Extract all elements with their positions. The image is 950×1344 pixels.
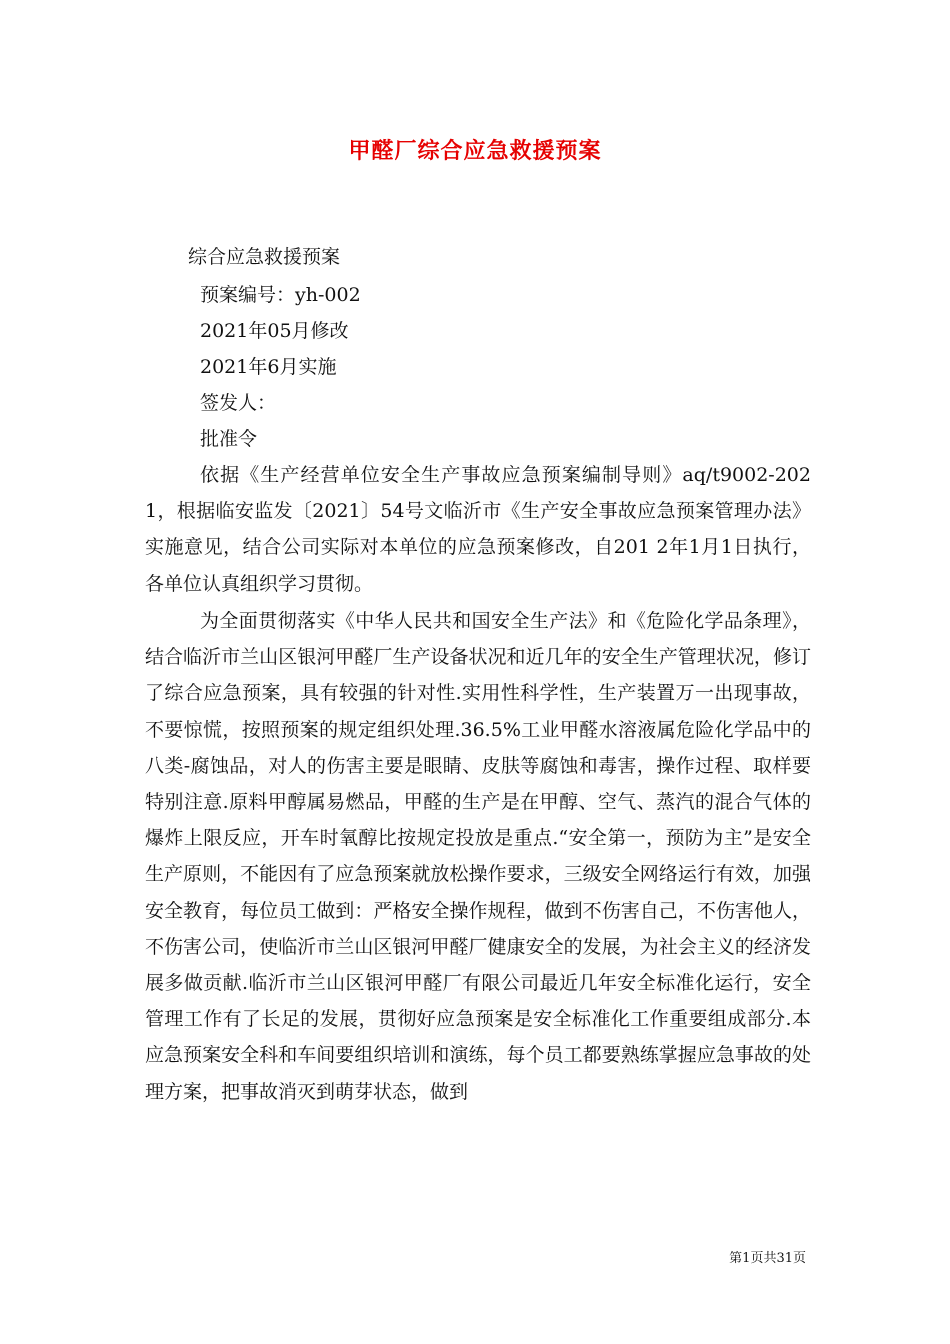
plan-name-line: 综合应急救援预案 [188, 246, 341, 268]
body-paragraph-2: 为全面贯彻落实《中华人民共和国安全生产法》和《危险化学品条理》，结合临沂市兰山区银河甲醛厂生产设备状况和近几年的安全生产管理状况，修订了综合应急预案，具有较强的针对性.实用性科学性，生产装置万一出现事故，不要惊慌，按照预案的规定组织处理.36.5%工业甲醛水溶液属危险化学品中的八类-腐蚀品，对人的伤害主要是眼睛、皮肤等腐蚀和毒害，操作过程、取样要特别注意.原料甲醇属易燃品，甲醛的生产是在甲醇、空气、蒸汽的混合气体的爆炸上限反应，开车时氧醇比按规定投放是重点.“安全第一，预防为主”是安全生产原则，不能因有了应急预案就放松操作要求，三级安全网络运行有效，加强安全教育，每位员工做到：严格安全操作规程，做到不伤害自己，不伤害他人，不伤害公司，使临沂市兰山区银河甲醛厂健康安全的发展，为社会主义的经济发展多做贡献.临沂市兰山区银河甲醛厂有限公司最近几年安全标准化运行，安全管理工作有了长足的发展，贯彻好应急预案是安全标准化工作重要组成部分.本应急预案安全科和车间要组织培训和演练，每个员工都要熟练掌握应急事故的处理方案，把事故消灭到萌芽状态，做到 [145, 610, 811, 1103]
plan-number-line: 预案编号：yh-002 [200, 284, 361, 306]
implementation-date-line: 2021年6月实施 [200, 356, 337, 378]
body-paragraph-1: 依据《生产经营单位安全生产事故应急预案编制导则》aq/t9002-2021，根据临安监发〔2021〕54号文临沂市《生产安全事故应急预案管理办法》实施意见，结合公司实际对本单位的应急预案修改，自201 2年1月1日执行，各单位认真组织学习贯彻。 [145, 464, 811, 595]
document-title: 甲醛厂综合应急救援预案 [348, 139, 602, 164]
page-number-footer: 第1页共31页 [729, 1251, 806, 1266]
revision-date-line: 2021年05月修改 [200, 320, 349, 342]
approval-order-line: 批准令 [200, 428, 258, 450]
issuer-line: 签发人： [200, 392, 277, 414]
